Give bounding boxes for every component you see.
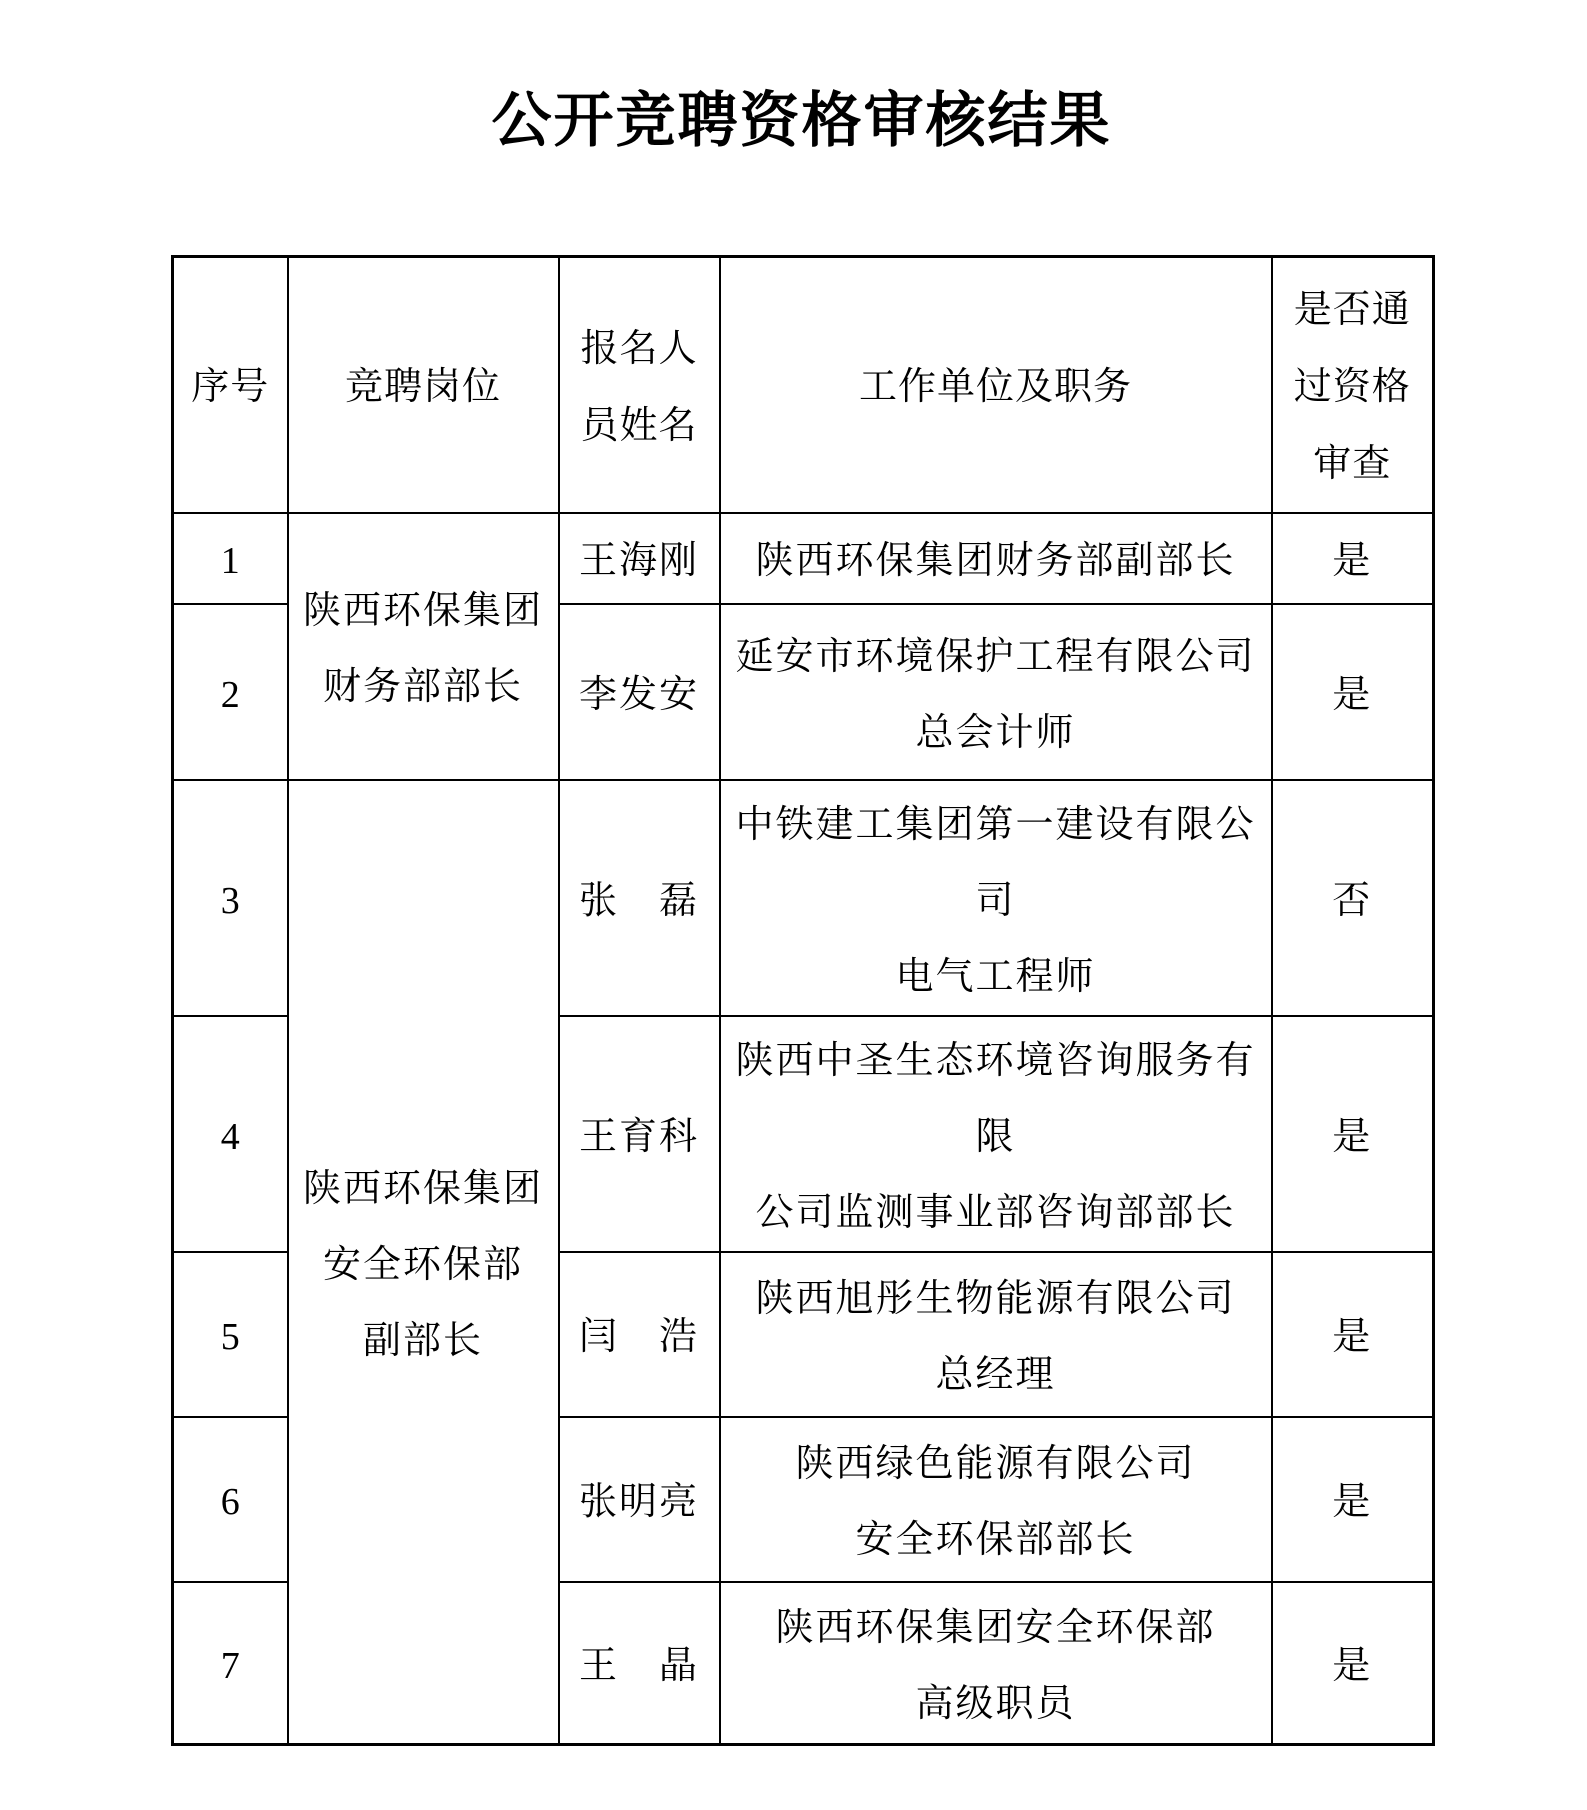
pass-cell: 是 — [1272, 1582, 1434, 1745]
work-unit-line: 公司监测事业部咨询部部长 — [755, 1191, 1236, 1234]
work-unit-cell — [720, 1252, 1272, 1417]
header-seq-label: 序号 — [191, 366, 270, 409]
header-work-unit-label: 工作单位及职务 — [858, 366, 1132, 409]
seq-cell: 5 — [173, 1252, 288, 1417]
pass-cell: 是 — [1272, 604, 1434, 780]
header-applicant-line: 员姓名 — [580, 404, 698, 447]
seq-cell: 7 — [173, 1582, 288, 1745]
table-row — [173, 780, 1434, 1016]
table-row — [173, 513, 1434, 604]
position-line: 副部长 — [362, 1319, 483, 1362]
work-unit-cell — [720, 1417, 1272, 1582]
work-unit-line: 陕西绿色能源有限公司 — [795, 1443, 1196, 1485]
header-pass-line: 审查 — [1313, 443, 1392, 486]
position-line: 陕西环保集团 — [302, 1167, 543, 1210]
pass-cell: 是 — [1272, 1252, 1434, 1417]
pass-cell: 否 — [1272, 780, 1434, 1016]
header-pass-review — [1272, 257, 1434, 513]
work-unit-line: 陕西旭彤生物能源有限公司 — [755, 1278, 1236, 1320]
applicant-name-cell: 王育科 — [559, 1016, 720, 1252]
header-position-label: 竞聘岗位 — [344, 366, 501, 409]
work-unit-line: 陕西环保集团财务部副部长 — [755, 540, 1236, 582]
pass-cell: 是 — [1272, 513, 1434, 604]
pass-cell: 是 — [1272, 1016, 1434, 1252]
header-pass-line: 过资格 — [1293, 366, 1411, 409]
work-unit-line: 延安市环境保护工程有限公司 — [735, 635, 1256, 678]
applicant-name-cell: 张 磊 — [559, 780, 720, 1016]
table-header-row — [173, 257, 1434, 513]
work-unit-cell — [720, 604, 1272, 780]
position-line: 安全环保部 — [322, 1243, 523, 1286]
seq-cell: 2 — [173, 604, 288, 780]
header-seq — [173, 257, 288, 513]
work-unit-line: 电气工程师 — [895, 955, 1096, 998]
work-unit-cell — [720, 780, 1272, 1016]
work-unit-line: 高级职员 — [915, 1682, 1076, 1725]
position-line: 财务部部长 — [322, 666, 523, 708]
position-cell-safety — [288, 780, 559, 1745]
page-title: 公开竞聘资格审核结果 — [491, 88, 1112, 154]
seq-cell: 3 — [173, 780, 288, 1016]
applicant-name-cell: 王 晶 — [559, 1582, 720, 1745]
work-unit-line: 总经理 — [935, 1354, 1056, 1396]
header-applicant-name — [559, 257, 720, 513]
work-unit-line: 安全环保部部长 — [855, 1519, 1136, 1561]
seq-cell: 6 — [173, 1417, 288, 1582]
applicant-name-cell: 张明亮 — [559, 1417, 720, 1582]
work-unit-cell — [720, 1582, 1272, 1745]
applicant-name-cell: 闫 浩 — [559, 1252, 720, 1417]
applicant-name-cell: 李发安 — [559, 604, 720, 780]
work-unit-line: 陕西环保集团安全环保部 — [775, 1606, 1216, 1649]
position-line: 陕西环保集团 — [302, 590, 543, 632]
work-unit-cell — [720, 1016, 1272, 1252]
qualification-review-table — [171, 255, 1435, 1746]
header-applicant-line: 报名人 — [580, 327, 698, 370]
work-unit-line: 陕西中圣生态环境咨询服务有限 — [735, 1039, 1256, 1158]
pass-cell: 是 — [1272, 1417, 1434, 1582]
header-work-unit — [720, 257, 1272, 513]
seq-cell: 1 — [173, 513, 288, 604]
work-unit-line: 总会计师 — [915, 711, 1076, 754]
header-position — [288, 257, 559, 513]
work-unit-line: 中铁建工集团第一建设有限公司 — [735, 803, 1256, 922]
seq-cell: 4 — [173, 1016, 288, 1252]
applicant-name-cell: 王海刚 — [559, 513, 720, 604]
header-pass-line: 是否通 — [1293, 289, 1411, 332]
position-cell-finance — [288, 513, 559, 780]
work-unit-cell — [720, 513, 1272, 604]
